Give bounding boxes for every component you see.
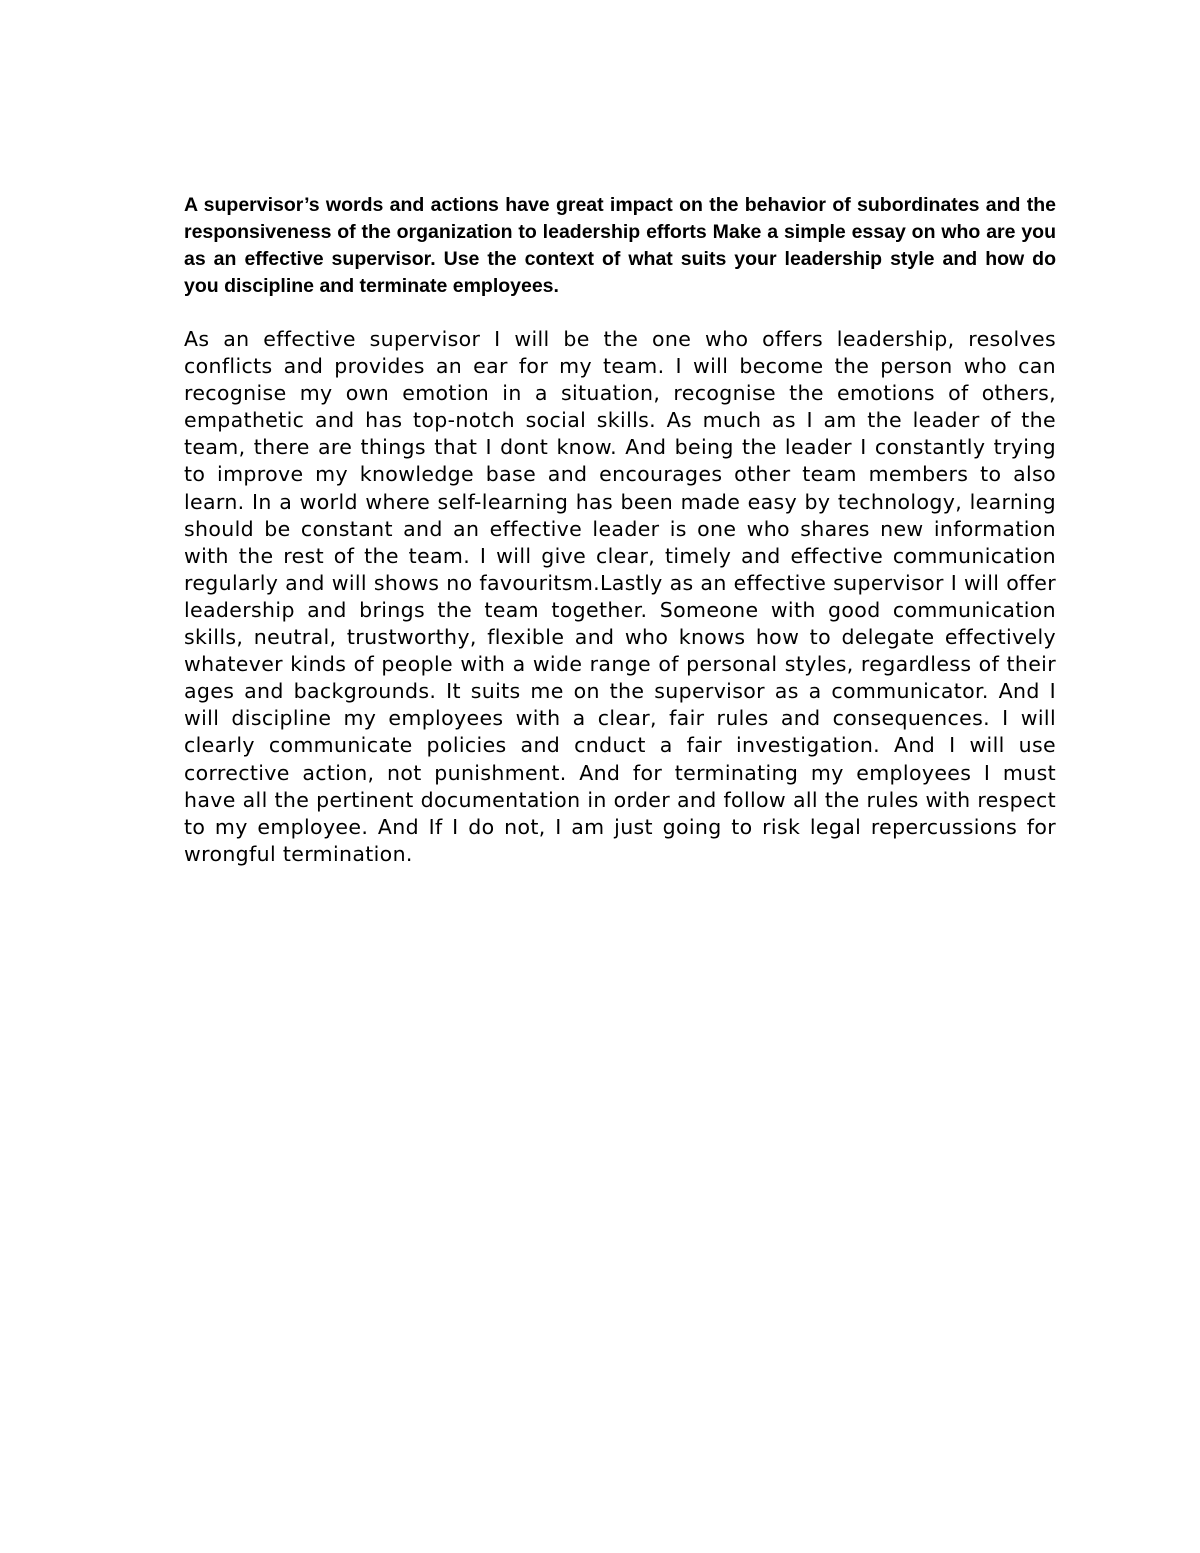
essay-prompt: A supervisor’s words and actions have great impact on the behavior of subordinates and the responsiveness of the organization to leadership efforts Make a simple essay on who are you as an effective supervisor. Use the context of what suits your leadership style and how do you discipline and terminate employees.: [184, 194, 1056, 297]
document-body: [184, 192, 1056, 868]
essay-text: As an effective supervisor I will be the one who offers leadership, resolves conflicts and provides an ear for my team. I will become the person who can recognise my own emotion in a situation, recognise the emotions of others, empathetic and has top-notch social skills. As much as I am the leader of the team, there are things that I dont know. And being the leader I constantly trying to improve my knowledge base and encourages other team members to also learn. In a world where self-learning has been made easy by technology, learning should be constant and an effective leader is one who shares new information with the rest of the team. I will give clear, timely and effective communication regularly and will shows no favouritsm.Lastly as an effective supervisor I will offer leadership and brings the team together. Someone with good communication skills, neutral, trustworthy, flexible and who knows how to delegate effectively whatever kinds of people with a wide range of personal styles, regardless of their ages and backgrounds. It suits me on the supervisor as a communicator. And I will discipline my employees with a clear, fair rules and consequences. I will clearly communicate policies and cnduct a fair investigation. And I will use corrective action, not punishment. And for terminating my employees I must have all the pertinent documentation in order and follow all the rules with respect to my employee. And If I do not, I am just going to risk legal repercussions for wrongful termination.: [184, 327, 1056, 866]
